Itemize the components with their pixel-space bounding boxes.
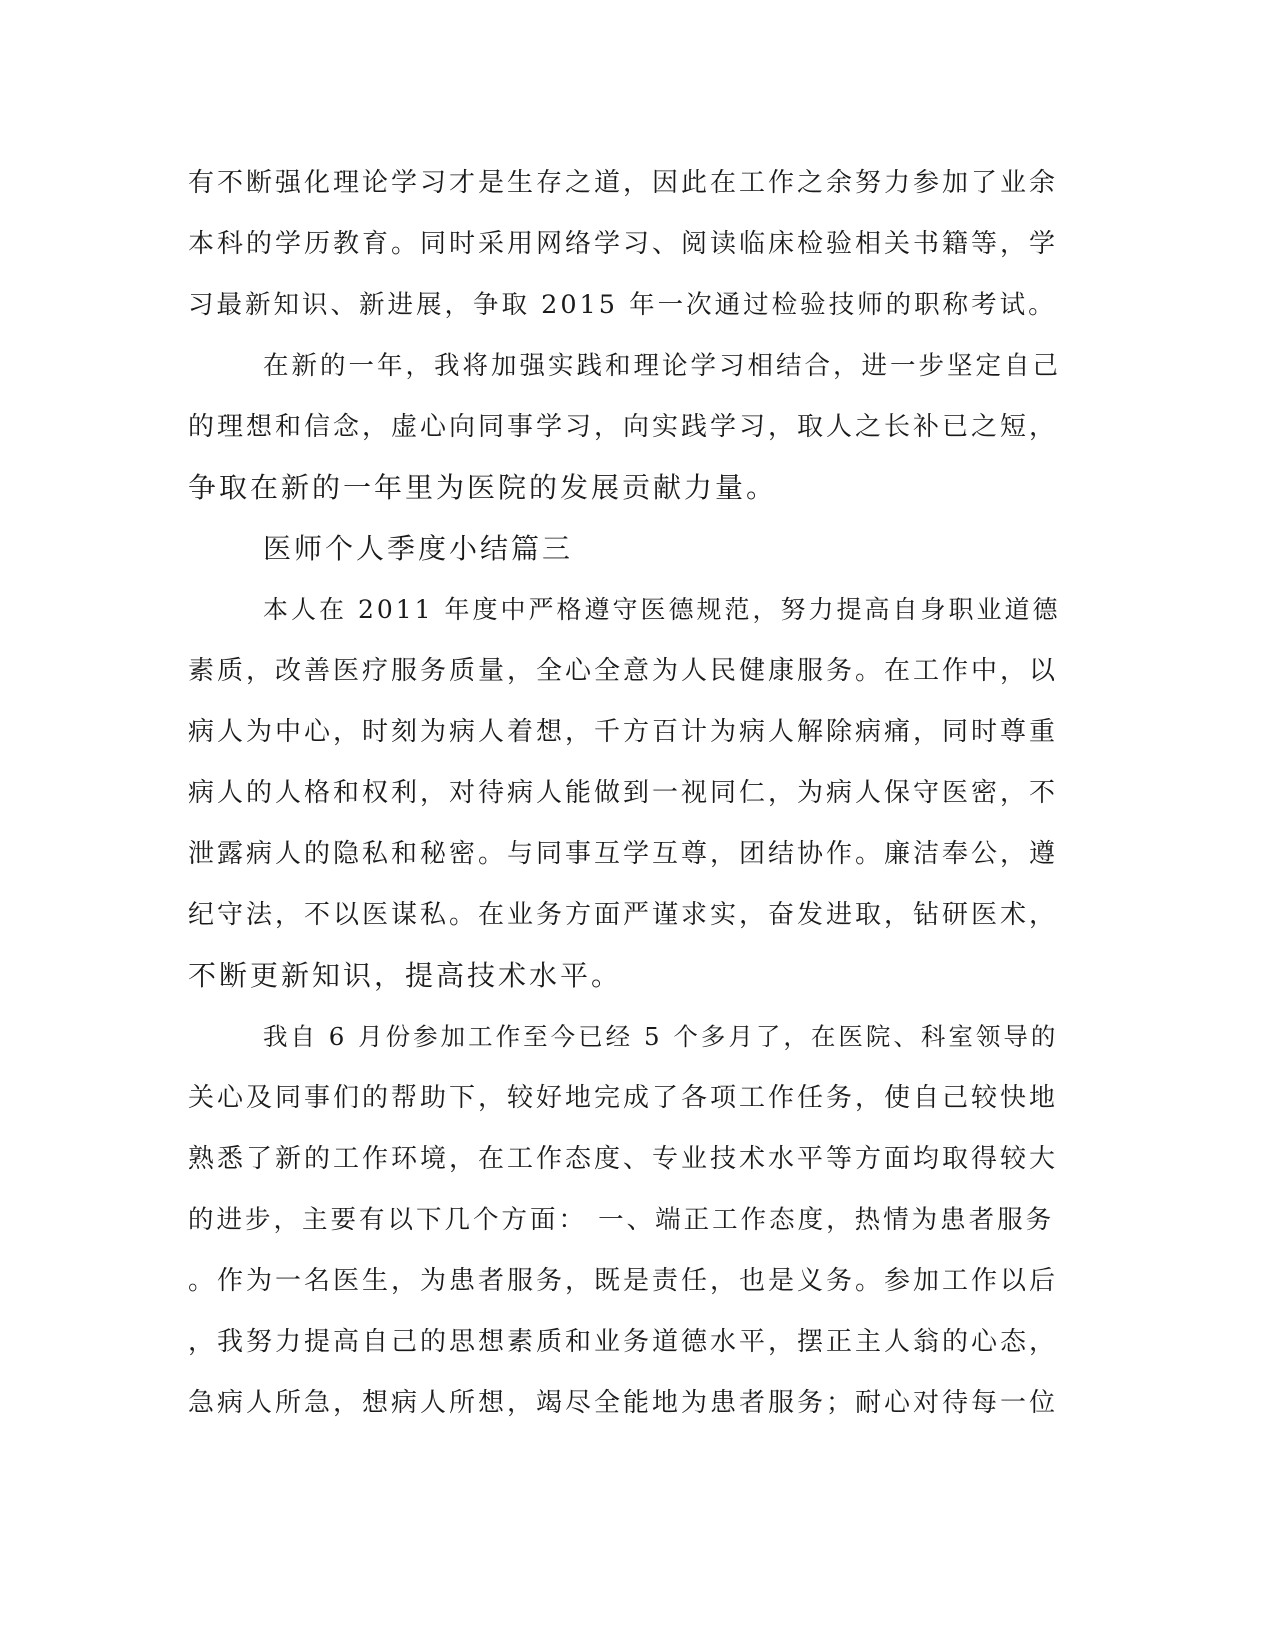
text-line: 泄露病人的隐私和秘密。与同事互学互尊，团结协作。廉洁奉公，遵 xyxy=(188,839,1059,869)
paragraph-start-line: 我自 6 月份参加工作至今已经 5 个多月了，在医院、科室领导的 xyxy=(263,1022,1059,1051)
text-line: 。作为一名医生，为患者服务，既是责任，也是义务。参加工作以后 xyxy=(188,1266,1059,1296)
text-line: 本科的学历教育。同时采用网络学习、阅读临床检验相关书籍等，学 xyxy=(188,229,1059,259)
section-heading: 医师个人季度小结篇三 xyxy=(263,532,574,565)
text-line: 有不断强化理论学习才是生存之道，因此在工作之余努力参加了业余 xyxy=(188,168,1059,198)
text-line: 关心及同事们的帮助下，较好地完成了各项工作任务，使自己较快地 xyxy=(188,1083,1059,1113)
text-line: 素质，改善医疗服务质量，全心全意为人民健康服务。在工作中，以 xyxy=(188,656,1059,686)
paragraph-start-line: 在新的一年，我将加强实践和理论学习相结合，进一步坚定自己 xyxy=(263,351,1062,381)
paragraph-start-line: 本人在 2011 年度中严格遵守医德规范，努力提高自身职业道德 xyxy=(263,595,1061,624)
text-line: 熟悉了新的工作环境，在工作态度、专业技术水平等方面均取得较大 xyxy=(188,1144,1059,1174)
text-line: 不断更新知识，提高技术水平。 xyxy=(188,959,623,992)
text-line: 习最新知识、新进展，争取 2015 年一次通过检验技师的职称考试。 xyxy=(188,290,1057,320)
text-line: 争取在新的一年里为医院的发展贡献力量。 xyxy=(188,471,778,504)
text-line: 纪守法，不以医谋私。在业务方面严谨求实，奋发进取，钻研医术， xyxy=(188,900,1059,930)
text-line: 急病人所急，想病人所想，竭尽全能地为患者服务；耐心对待每一位 xyxy=(188,1388,1059,1418)
text-line: 的理想和信念，虚心向同事学习，向实践学习，取人之长补已之短， xyxy=(188,412,1059,442)
document-body xyxy=(188,163,1068,1444)
text-line: 病人为中心，时刻为病人着想，千方百计为病人解除病痛，同时尊重 xyxy=(188,717,1059,747)
text-line: 的进步，主要有以下几个方面： 一、端正工作态度，热情为患者服务 xyxy=(188,1205,1055,1235)
text-line: ，我努力提高自己的思想素质和业务道德水平，摆正主人翁的心态， xyxy=(188,1327,1059,1357)
text-line: 病人的人格和权利，对待病人能做到一视同仁，为病人保守医密，不 xyxy=(188,778,1059,808)
